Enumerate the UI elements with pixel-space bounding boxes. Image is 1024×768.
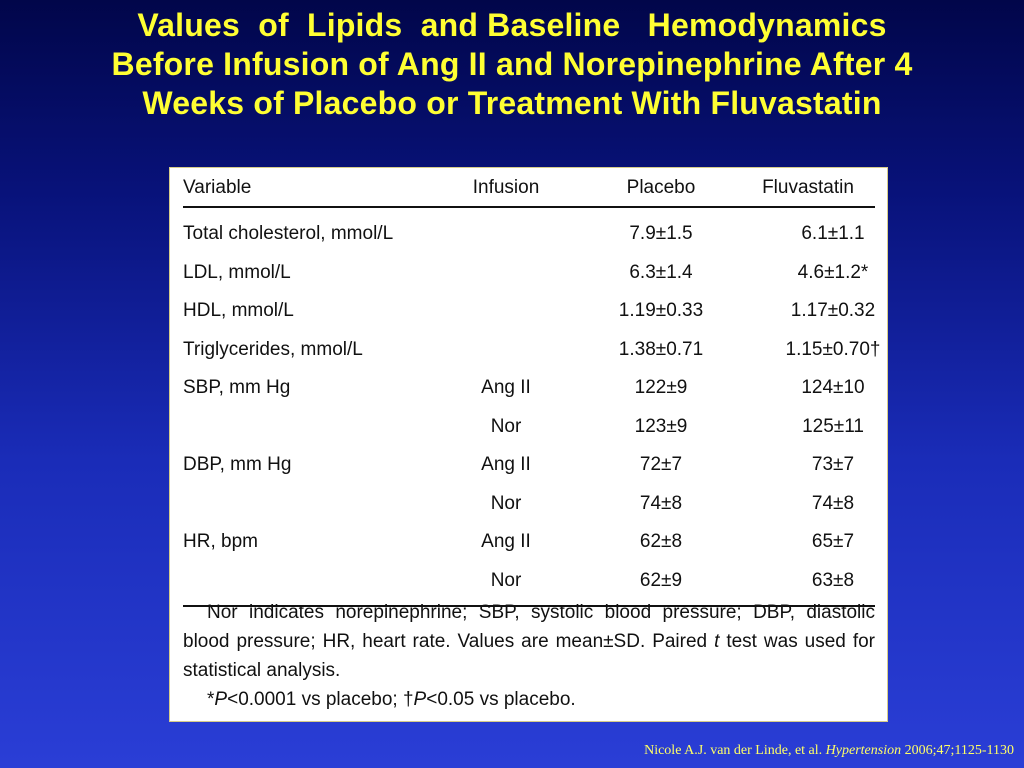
cell-placebo: 62±8 xyxy=(639,531,683,552)
title-line-3: Weeks of Placebo or Treatment With Fluvastatin xyxy=(142,85,882,121)
table-header xyxy=(183,168,875,208)
cell-placebo: 6.3±1.4 xyxy=(629,261,693,283)
header-placebo: Placebo xyxy=(626,177,696,198)
cell-infusion: Nor xyxy=(490,415,522,437)
slide-title xyxy=(0,6,1024,123)
table-row xyxy=(183,216,875,255)
header-fluvastatin: Fluvastatin xyxy=(762,177,854,198)
cell-variable: Total cholesterol, mmol/L xyxy=(183,223,394,244)
abbrev-text-2: test was used for statistical analysis. xyxy=(183,631,875,681)
cell-placebo: 1.38±0.71 xyxy=(618,338,704,360)
cell-infusion: Nor xyxy=(490,569,522,591)
cell-placebo: 7.9±1.5 xyxy=(629,223,693,244)
table-row xyxy=(183,447,875,486)
significance-note xyxy=(183,685,875,714)
abbreviations-note xyxy=(183,598,875,685)
title-line-2: Before Infusion of Ang II and Norepinephrine After 4 xyxy=(111,46,913,82)
cell-variable: SBP, mm Hg xyxy=(183,377,291,398)
cell-variable: HR, bpm xyxy=(183,531,258,552)
table-row xyxy=(183,332,881,371)
citation-journal: Hypertension xyxy=(825,743,902,758)
data-table xyxy=(183,168,881,607)
table-row xyxy=(183,293,875,332)
cell-placebo: 1.19±0.33 xyxy=(618,300,704,321)
cell-variable: LDL, mmol/L xyxy=(183,261,291,283)
foot-text-2: <0.05 vs placebo. xyxy=(426,689,576,710)
cell-fluvastatin: 73±7 xyxy=(811,454,855,475)
abbrev-t: t xyxy=(714,631,720,652)
header-infusion: Infusion xyxy=(472,177,540,198)
cell-placebo: 122±9 xyxy=(634,377,688,398)
cell-variable: Triglycerides, mmol/L xyxy=(183,338,363,360)
cell-placebo: 123±9 xyxy=(634,415,688,437)
cell-fluvastatin: 74±8 xyxy=(811,492,855,514)
cell-placebo: 72±7 xyxy=(639,454,683,475)
cell-fluvastatin: 125±11 xyxy=(802,415,864,437)
cell-fluvastatin: 65±7 xyxy=(811,531,855,552)
table-row xyxy=(183,255,875,294)
cell-infusion: Ang II xyxy=(481,454,531,475)
cell-variable: DBP, mm Hg xyxy=(183,454,292,475)
foot-text-1: <0.0001 vs placebo; † xyxy=(227,689,414,710)
table-footnotes xyxy=(183,598,875,714)
citation-details: 2006;47;1125-1130 xyxy=(901,743,1014,758)
table-row xyxy=(183,370,875,409)
title-line-1: Values of Lipids and Baseline Hemodynamics xyxy=(137,7,887,43)
cell-fluvastatin: 124±10 xyxy=(801,377,865,398)
foot-star: * xyxy=(207,689,215,710)
cell-fluvastatin: 1.15±0.70† xyxy=(785,338,881,360)
cell-infusion: Ang II xyxy=(481,531,531,552)
citation xyxy=(644,743,1014,759)
cell-infusion: Ang II xyxy=(481,377,531,398)
cell-fluvastatin: 6.1±1.1 xyxy=(801,223,865,244)
cell-placebo: 62±9 xyxy=(639,569,683,591)
foot-p2: P xyxy=(413,689,427,710)
citation-authors: Nicole A.J. van der Linde, et al. xyxy=(644,743,826,758)
cell-fluvastatin: 4.6±1.2* xyxy=(797,261,869,283)
table-row xyxy=(183,563,875,602)
table-row xyxy=(183,409,875,448)
cell-fluvastatin: 63±8 xyxy=(811,569,855,591)
table-body xyxy=(183,208,881,601)
foot-p1: P xyxy=(214,689,228,710)
table-row xyxy=(183,524,875,563)
header-variable: Variable xyxy=(183,177,252,198)
cell-variable: HDL, mmol/L xyxy=(183,300,294,321)
table-panel xyxy=(169,167,888,722)
table-row xyxy=(183,486,875,525)
cell-placebo: 74±8 xyxy=(639,492,683,514)
abbrev-text-1: Nor indicates norepinephrine; SBP, systolic blood pressure; DBP, diastolic blood pressure; HR, heart rate. Values are mean±SD. Paired xyxy=(183,602,875,652)
cell-infusion: Nor xyxy=(490,492,522,514)
cell-fluvastatin: 1.17±0.32 xyxy=(790,300,876,321)
